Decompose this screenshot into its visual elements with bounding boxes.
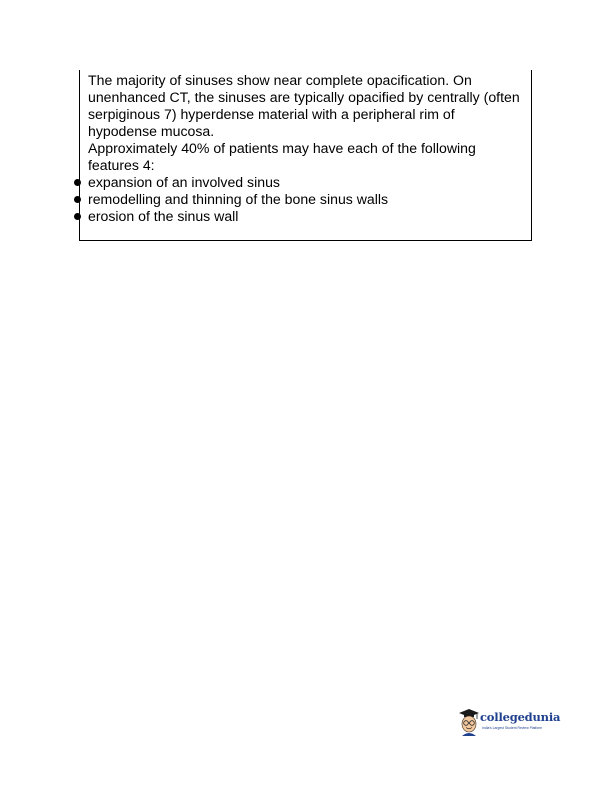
paragraph-features-intro: Approximately 40% of patients may have each of the following features 4: [88, 140, 476, 173]
list-item-text: erosion of the sinus wall [88, 208, 239, 224]
bullet-icon [74, 196, 81, 203]
bullet-icon [74, 179, 81, 186]
features-list [88, 174, 523, 225]
list-item-text: remodelling and thinning of the bone sinus walls [88, 191, 389, 207]
list-item [88, 174, 523, 191]
bullet-icon [74, 213, 81, 220]
logo-tagline: India's Largest Student Review Platform [482, 726, 543, 730]
content-box [79, 70, 532, 241]
logo-name: collegedunia [480, 710, 561, 724]
mascot-icon [458, 708, 480, 736]
collegedunia-logo [456, 704, 560, 740]
list-item-text: expansion of an involved sinus [88, 174, 280, 190]
list-item [88, 191, 523, 208]
paragraph-opacification: The majority of sinuses show near complete opacification. On unenhanced CT, the sinuses are typically opacified by centrally (often serpiginous 7) hyperdense material with a peripheral rim of hypodense mucosa. [88, 72, 520, 139]
list-item [88, 208, 523, 225]
